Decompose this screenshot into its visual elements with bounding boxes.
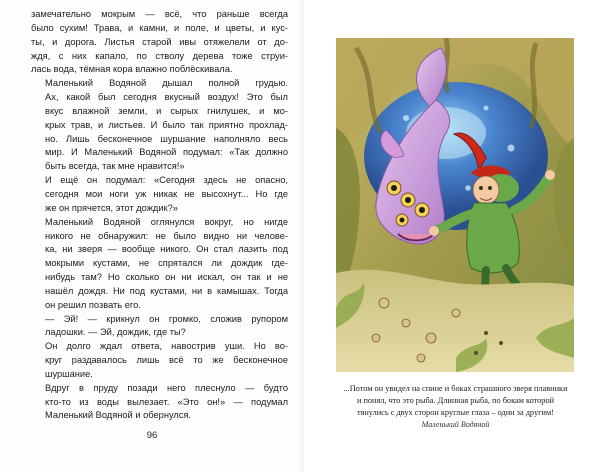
text-line: Маленький Водяной и обернулся. <box>45 410 192 421</box>
text-line: никого не обнаружил: не было видно ни челове- <box>45 230 288 241</box>
pond-floor <box>336 270 574 372</box>
text-line: он решил позвать его. <box>45 299 141 310</box>
text-line: нашёл дождя. Ни под кустами, ни в камышах. Тогда <box>45 285 288 296</box>
text-line: — Эй! — крикнул он громко, сложив рупором <box>45 313 288 324</box>
text-line: же он прячется, этот дождик?» <box>45 202 178 213</box>
paragraph <box>31 8 288 77</box>
caption-line: тянулись с двух сторон круглые глаза – один за другим! <box>357 408 554 417</box>
paragraph <box>31 313 288 341</box>
paragraph <box>31 77 288 174</box>
caption-line: и понял, что это рыба. Длинная рыба, по бокам которой <box>356 396 555 405</box>
text-line: Он долго ждал ответа, навострив уши. Но во- <box>45 341 288 352</box>
page-number: 96 <box>146 430 158 441</box>
text-line: вкус влажной земли, и сырых гнилушек, и мо- <box>45 105 288 116</box>
text-line: Ах, какой был сегодня вкусный воздух! Это был <box>45 92 288 103</box>
text-line: сегодня мои ноги уж никак не высохнут... Но где <box>45 188 288 199</box>
text-line: И ещё он подумал: «Сегодня здесь не опасно, <box>45 175 288 186</box>
caption-line: ...Потом он увидел на спине и боках страшного зверя плавники <box>343 384 568 393</box>
text-line: мокрыми кустами, не спрятался ли дождик где- <box>45 258 288 269</box>
text-line: нибудь там? Но сколько он ни искал, он так и не <box>45 272 288 283</box>
text-line: ладошки. — Эй, дождик, где ты? <box>45 327 186 338</box>
caption-credit: Маленький Водяной <box>421 420 490 429</box>
text-line: лась вода, тёмная кора влажно поблёскивала. <box>31 64 233 75</box>
text-line: Маленький Водяной оглянулся вокруг, но нигде <box>45 216 288 227</box>
paragraph <box>31 340 288 382</box>
text-line: кто-то из воды вылезает. «Это он!» — подумал <box>45 396 288 407</box>
text-line: круг раздавалось лишь всё то же бесконечное <box>45 355 288 366</box>
illustration <box>336 38 574 372</box>
story-text <box>31 8 288 423</box>
text-line: но. Лишь бесконечное шуршание наполняло весь <box>45 133 288 144</box>
text-line: ты, и дорога. Листья старой ивы отяжелели от до- <box>31 36 288 47</box>
paragraph <box>31 382 288 424</box>
text-line: замечательно мокрым — всё, что раньше всегда <box>31 9 288 19</box>
text-line: шуршание. <box>45 368 93 379</box>
text-line: Вдруг в пруду позади него плеснуло — будто <box>45 382 288 393</box>
text-line: Маленький Водяной дышал полной грудью. <box>45 78 288 89</box>
text-line: быть всегда, так мне нравится!» <box>45 161 185 172</box>
text-line: ждя, с них капало, по стволу дерева тоже струи- <box>31 50 288 61</box>
paragraph <box>31 174 288 216</box>
text-line: мир. И Маленький Водяной подумал: «Так должно <box>45 147 288 158</box>
text-line: крых трав, и листьев. И было так приятно прохлад- <box>45 119 288 130</box>
paragraph <box>31 216 288 313</box>
text-line: ка, ни зверя — вообще никого. Он стал лазить под <box>45 244 288 255</box>
illustration-caption <box>330 383 581 419</box>
text-line: было сухим! Трава, и камни, и поле, и цветы, и кус- <box>31 22 288 33</box>
